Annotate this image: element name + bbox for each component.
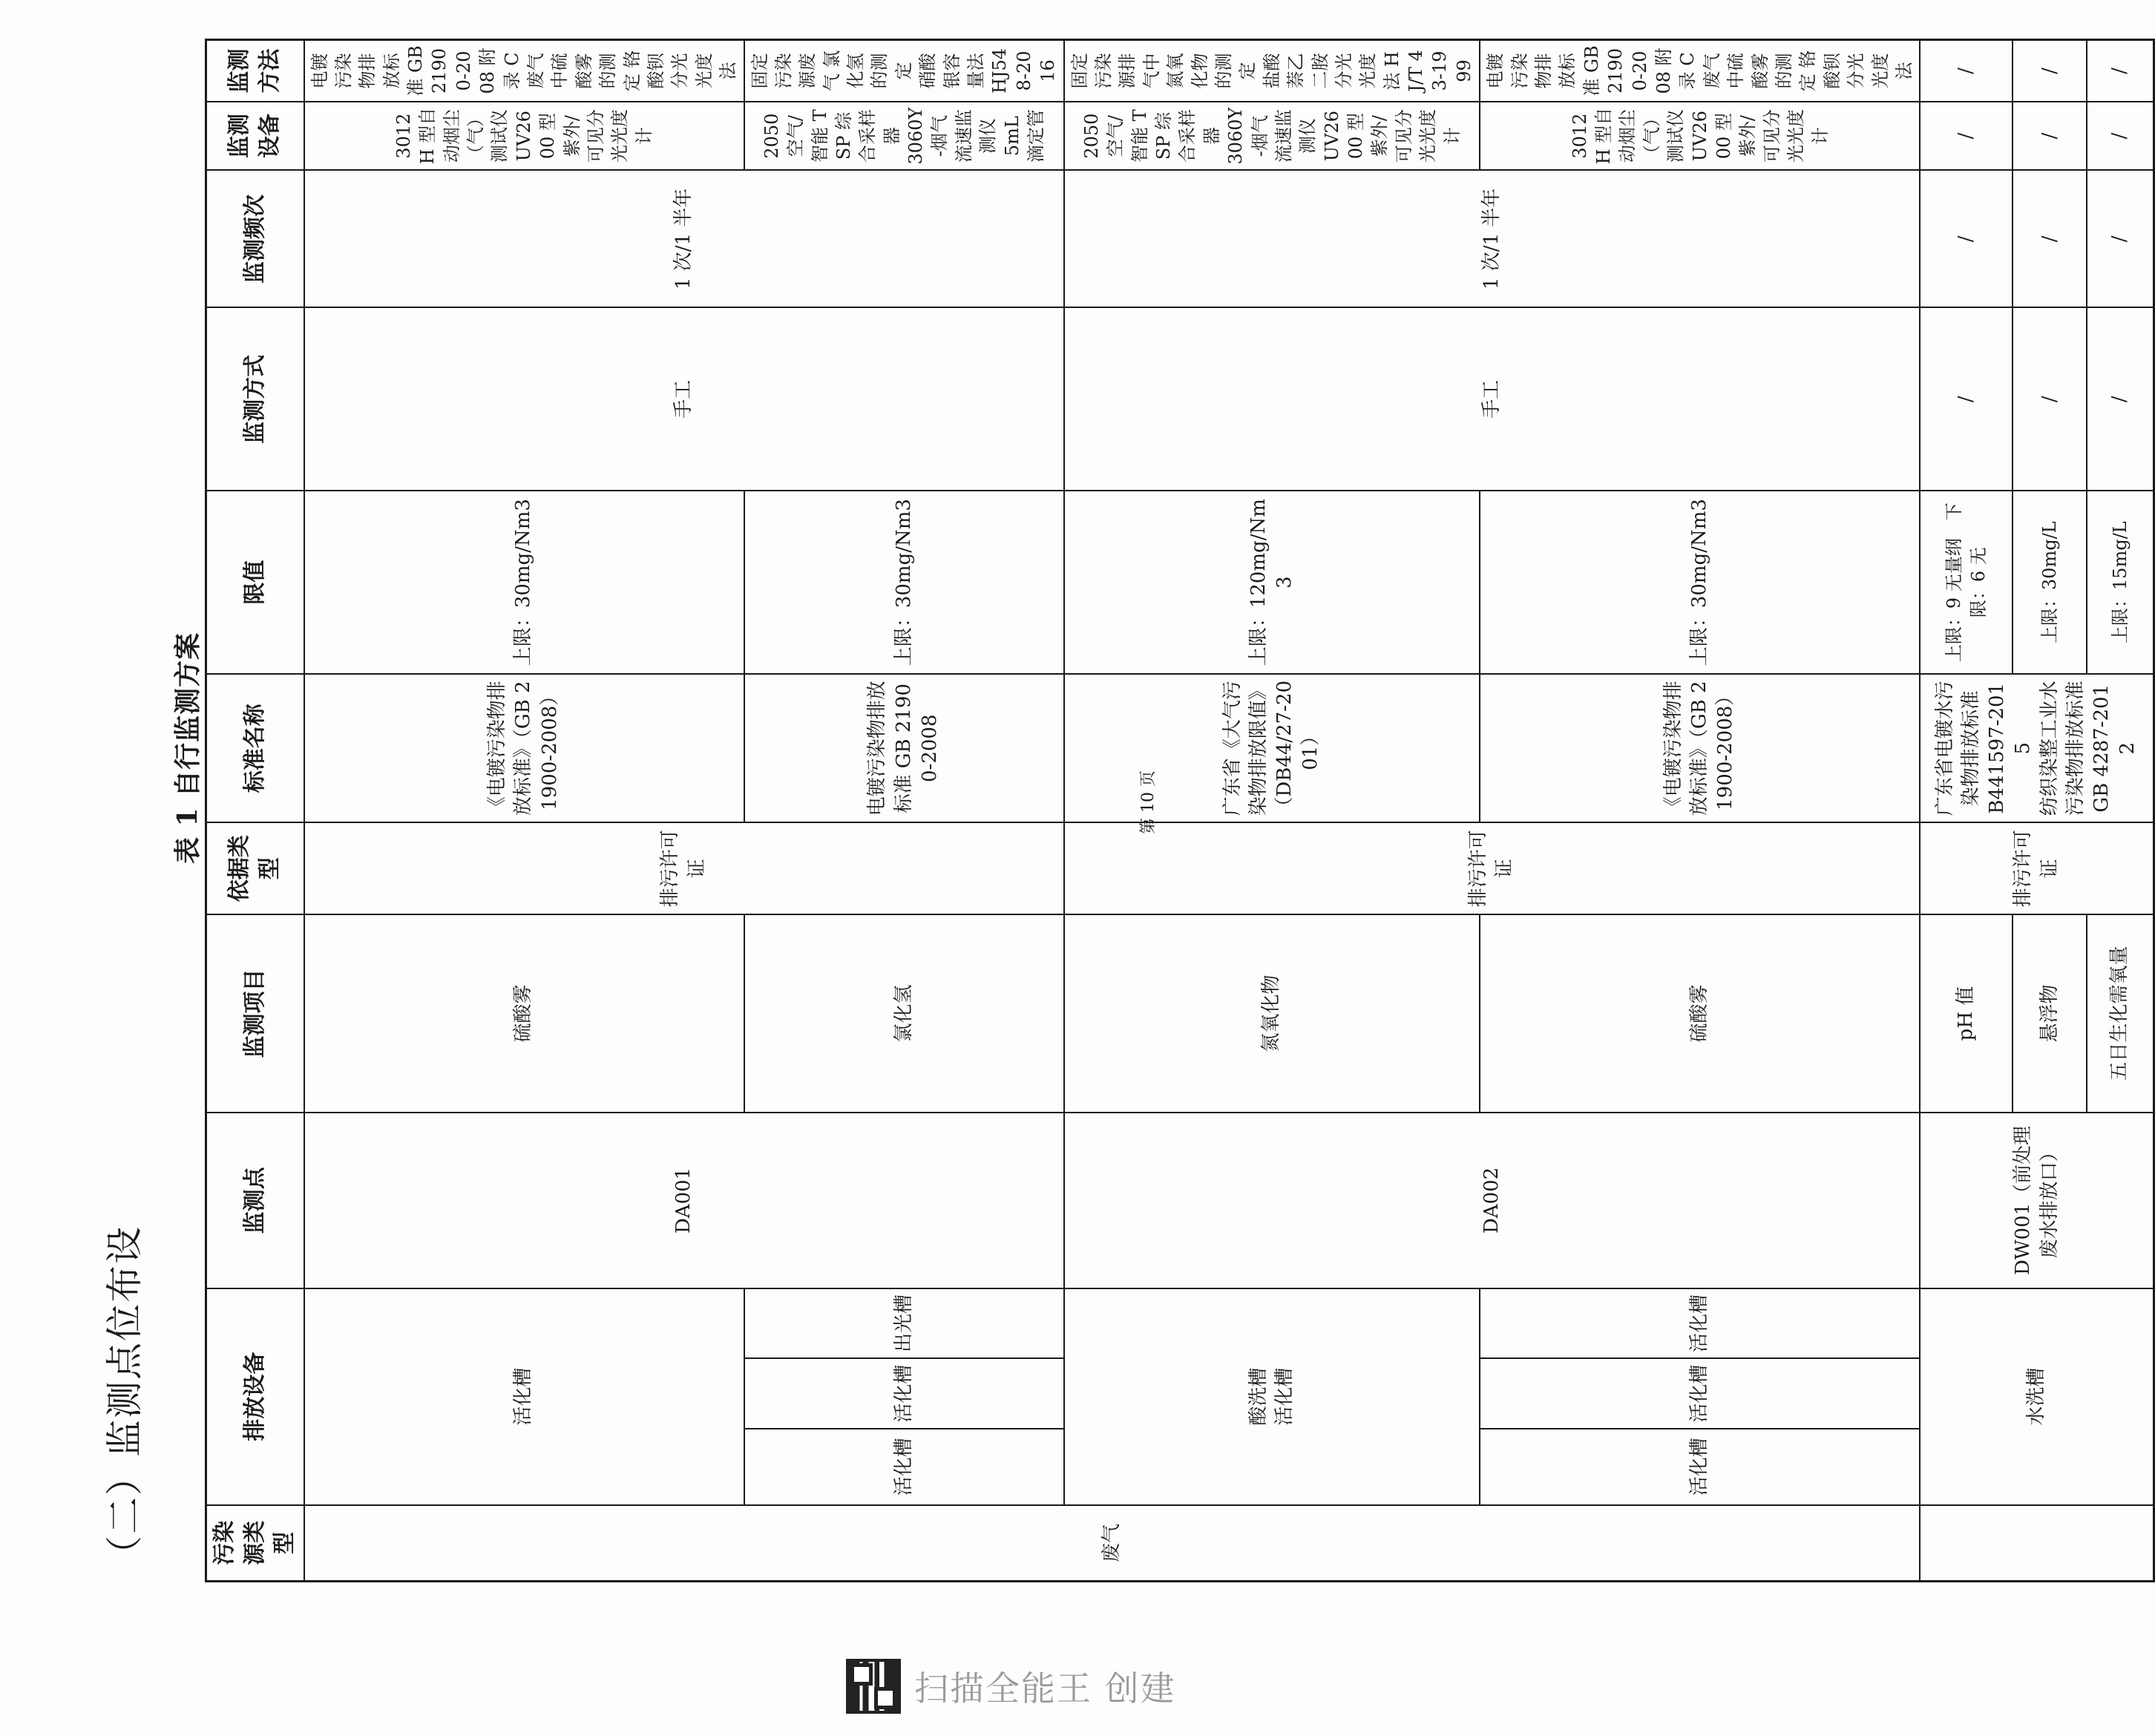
item-cell: pH 值 — [1920, 914, 2013, 1113]
basis-cell: 排污许可证 — [304, 822, 1064, 914]
limit-cell: 上限：15mg/L — [2087, 491, 2154, 674]
header-basis: 依据类型 — [206, 822, 304, 914]
device-line: 2050 空气/智能 TSP 综合采样器 — [761, 109, 902, 163]
method-line: 固定污染源排气中氮氧化物的测定 — [1069, 53, 1259, 89]
item-cell: 氯化氢 — [744, 914, 1064, 1113]
device-cell — [1480, 102, 1920, 171]
frequency-cell: 1 次/1 半年 — [304, 170, 1064, 307]
header-equipment: 排放设备 — [206, 1288, 304, 1505]
scanner-watermark — [846, 1657, 1210, 1716]
equipment-cell: 活化槽 — [304, 1288, 744, 1505]
limit-cell: 上限：30mg/Nm3 — [1480, 491, 1920, 674]
frequency-cell: / — [2013, 170, 2087, 307]
qr-code-icon — [846, 1659, 901, 1714]
method-cell: / — [2087, 40, 2154, 102]
header-point: 监测点 — [206, 1113, 304, 1288]
standard-cell: 《电镀污染物排放标准》（GB 21900-2008） — [1480, 674, 1920, 822]
method-line: 固定污染源废气 氯化氢的测定 — [749, 50, 914, 92]
header-frequency: 监测频次 — [206, 170, 304, 307]
method-cell — [1064, 40, 1480, 102]
device-line: 3012H 型自动烟尘（气）测试仪 — [1569, 107, 1687, 165]
basis-cell: 排污许可证 — [1064, 822, 1921, 914]
mode-cell: / — [1920, 307, 2013, 491]
standard-line: B441597-2015 — [1986, 682, 2035, 814]
equipment-cell: 水洗槽 — [1920, 1288, 2154, 1505]
mode-cell: 手工 — [1064, 307, 1921, 491]
device-line: 2050 空气/智能 TSP 综合采样器 — [1080, 109, 1222, 163]
item-cell: 氮氧化物 — [1064, 914, 1480, 1113]
item-cell: 悬浮物 — [2013, 914, 2087, 1113]
equipment-cell: 活化槽 — [1480, 1358, 1920, 1429]
method-line: HJ548-2016 — [989, 48, 1059, 94]
table-row — [1920, 40, 2013, 1582]
item-cell: 五日生化需氧量 — [2087, 914, 2154, 1113]
device-line: 3060Y-烟气流速监测仪 — [1225, 107, 1319, 165]
method-cell: / — [2013, 40, 2087, 102]
watermark-text: 扫描全能王 创建 — [914, 1668, 1176, 1709]
header-device: 监测设备 — [206, 102, 304, 171]
basis-cell: 排污许可证 — [1920, 822, 2154, 914]
limit-cell: 上限：120mg/Nm3 — [1064, 491, 1480, 674]
device-line: UV2600 型紫外/可见分光光度计 — [1689, 109, 1831, 163]
mode-cell: / — [2087, 307, 2154, 491]
section-title: （二）监测点位布设 — [103, 1225, 146, 1573]
method-cell: 电镀污染物排放标准 GB 21900-2008 附录 C 废气中硫酸雾的测定 铬酸钡分光光度法 — [1480, 40, 1920, 102]
method-cell: 电镀污染物排放标准 GB 21900-2008 附录 C 废气中硫酸雾的测定 铬酸钡分光光度法 — [304, 40, 744, 102]
point-cell: DA002 — [1064, 1113, 1921, 1288]
equipment-cell: 出光槽 — [744, 1288, 1064, 1359]
table-row — [1064, 40, 1480, 1582]
method-cell — [744, 40, 1064, 102]
table-title: 表 1 自行监测方案 — [172, 632, 203, 864]
equipment-line: 活化槽 — [1273, 1367, 1296, 1426]
item-cell: 硫酸雾 — [1480, 914, 1920, 1113]
device-cell — [744, 102, 1064, 171]
device-cell: / — [2013, 102, 2087, 171]
monitoring-plan-table — [205, 39, 2155, 1582]
header-limit: 限值 — [206, 491, 304, 674]
device-line: 3012H 型自动烟尘（气）测试仪 — [393, 107, 511, 165]
frequency-cell: 1 次/1 半年 — [1064, 170, 1921, 307]
equipment-cell: 活化槽 — [1480, 1429, 1920, 1505]
method-line: 硝酸银容量法 — [917, 53, 987, 89]
equipment-cell: 活化槽 — [744, 1358, 1064, 1429]
header-item: 监测项目 — [206, 914, 304, 1113]
header-source-type: 污染源类型 — [206, 1505, 304, 1582]
standard-line: 广东省电镀水污染物排放标准 — [1934, 681, 1983, 816]
frequency-cell: / — [2087, 170, 2154, 307]
device-line: 5mL 滴定管 — [1001, 109, 1047, 163]
frequency-cell: / — [1920, 170, 2013, 307]
header-method: 监测方法 — [206, 40, 304, 102]
method-line: 盐酸萘乙二胺分光光度法 HJ/T 43-1999 — [1261, 50, 1475, 92]
limit-cell: 上限：30mg/L — [2013, 491, 2087, 674]
equipment-cell: 活化槽 — [1480, 1288, 1920, 1359]
header-standard: 标准名称 — [206, 674, 304, 822]
standard-cell: 广东省《大气污染物排放限值》（DB44/27-2001） — [1064, 674, 1480, 822]
standard-cell: 《电镀污染物排放标准》（GB 21900-2008） — [304, 674, 744, 822]
equipment-cell: 活化槽 — [744, 1429, 1064, 1505]
limit-cell: 上限：30mg/Nm3 — [744, 491, 1064, 674]
header-mode: 监测方式 — [206, 307, 304, 491]
table-row — [304, 40, 744, 1582]
point-cell: DA001 — [304, 1113, 1064, 1288]
device-line: UV2600 型紫外/可见分光光度计 — [1321, 109, 1463, 163]
limit-cell: 上限：30mg/Nm3 — [304, 491, 744, 674]
device-cell: / — [2087, 102, 2154, 171]
point-cell: DW001（前处理废水排放口） — [1920, 1113, 2154, 1288]
source-type-gas: 废气 — [304, 1505, 1921, 1582]
item-cell: 硫酸雾 — [304, 914, 744, 1113]
page-number: 第 10 页 — [1139, 770, 1158, 834]
device-line: UV2600 型紫外/可见分光光度计 — [513, 109, 655, 163]
mode-cell: / — [2013, 307, 2087, 491]
method-cell: / — [1920, 40, 2013, 102]
standard-cell — [1920, 674, 2154, 822]
standard-cell: 电镀污染物排放标准 GB 21900-2008 — [744, 674, 1064, 822]
limit-cell: 上限：9 无量纲 下限：6 无 — [1920, 491, 2013, 674]
device-cell — [1064, 102, 1480, 171]
mode-cell: 手工 — [304, 307, 1064, 491]
device-line: 3060Y-烟气流速监测仪 — [905, 107, 999, 165]
device-cell — [304, 102, 744, 171]
source-type-water — [1920, 1505, 2154, 1582]
device-cell: / — [1920, 102, 2013, 171]
equipment-cell — [1064, 1288, 1480, 1505]
table-header-row — [206, 40, 304, 1582]
equipment-line: 酸洗槽 — [1247, 1367, 1270, 1426]
standard-line: 纺织染整工业水污染物排放标准 GB 4287-2012 — [2038, 681, 2139, 816]
